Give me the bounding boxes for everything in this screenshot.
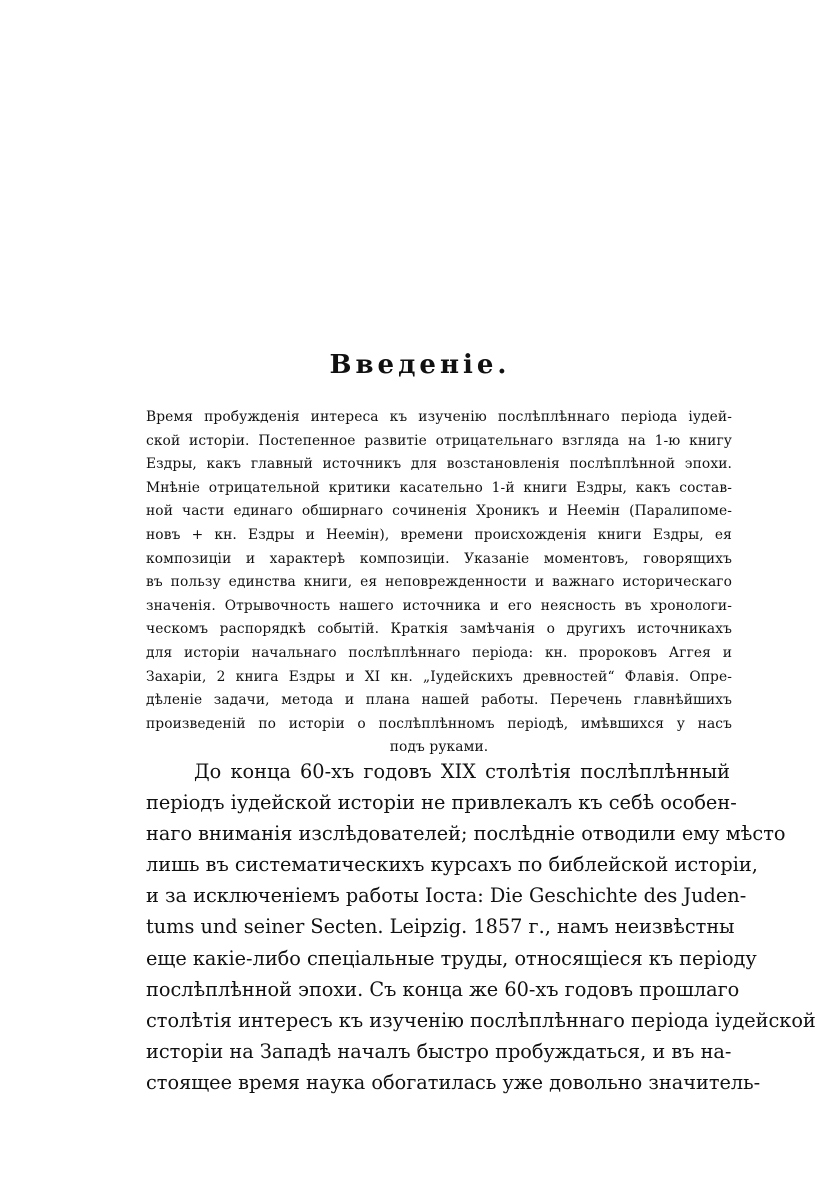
summary-line: ческомъ распорядкѣ событій. Краткія замѣчанія о другихъ источникахъ [146, 621, 732, 638]
body-line: столѣтія интересъ къ изученію послѣплѣннаго періода іудейской [146, 1008, 816, 1032]
body-line: наго вниманія изслѣдователей; послѣдніе отводили ему мѣсто [146, 822, 786, 846]
body-line: исторіи на Западѣ началъ быстро пробуждаться, и въ на- [146, 1039, 732, 1063]
summary-line: Захаріи, 2 книга Ездры и XI кн. „Іудейскихъ древностей“ Флавія. Опре- [146, 668, 732, 685]
body-line: стоящее время наука обогатилась уже довольно значитель- [146, 1070, 761, 1094]
body-paragraph [146, 756, 816, 1098]
chapter-summary [146, 406, 732, 760]
summary-line: для исторіи начальнаго послѣплѣннаго періода: кн. пророковъ Аггея и [146, 644, 732, 661]
summary-line: подъ руками. [389, 739, 489, 756]
summary-line: дѣленіе задачи, метода и плана нашей работы. Перечень главнѣйшихъ [146, 692, 732, 709]
summary-line: ской исторіи. Постепенное развитіе отрицательнаго взгляда на 1-ю книгу [146, 432, 732, 449]
body-line: tums und seiner Secten. Leipzig. 1857 г., намъ неизвѣстны [146, 915, 735, 939]
summary-line: значенія. Отрывочность нашего источника и его неясность въ хронологи- [146, 597, 732, 614]
body-line: До конца 60-хъ годовъ XIX столѣтія послѣплѣнный [194, 760, 730, 783]
body-line: періодъ іудейской исторіи не привлекалъ къ себѣ особен- [146, 791, 737, 815]
body-line: лишь въ систематическихъ курсахъ по библейской исторіи, [146, 853, 758, 877]
summary-line: Время пробужденія интереса къ изученію послѣплѣннаго періода іудей- [146, 409, 732, 425]
summary-line: въ пользу единства книги, ея неповрежденности и важнаго историческаго [146, 574, 732, 591]
page-title: Введеніе. [329, 350, 511, 380]
summary-line: произведеній по исторіи о послѣплѣнномъ періодѣ, имѣвшихся у насъ [146, 715, 732, 732]
summary-line: Мнѣніе отрицательной критики касательно 1-й книги Ездры, какъ состав- [146, 479, 732, 496]
summary-line: ной части единаго обширнаго сочиненія Хроникъ и Неемін (Паралипоме- [146, 503, 732, 520]
body-line: послѣплѣнной эпохи. Съ конца же 60-хъ годовъ прошлаго [146, 977, 740, 1001]
summary-line: композиціи и характерѣ композиціи. Указаніе моментовъ, говорящихъ [146, 550, 732, 567]
summary-line: новъ + кн. Ездры и Неемін), времени происхожденія книги Ездры, ея [146, 526, 732, 543]
body-line: и за исключеніемъ работы Іоста: Die Geschichte des Juden- [146, 884, 747, 908]
summary-line: Ездры, какъ главный источникъ для возстановленія послѣплѣнной эпохи. [146, 456, 732, 473]
body-line: еще какіе-либо спеціальные труды, относящіеся къ періоду [146, 946, 757, 970]
